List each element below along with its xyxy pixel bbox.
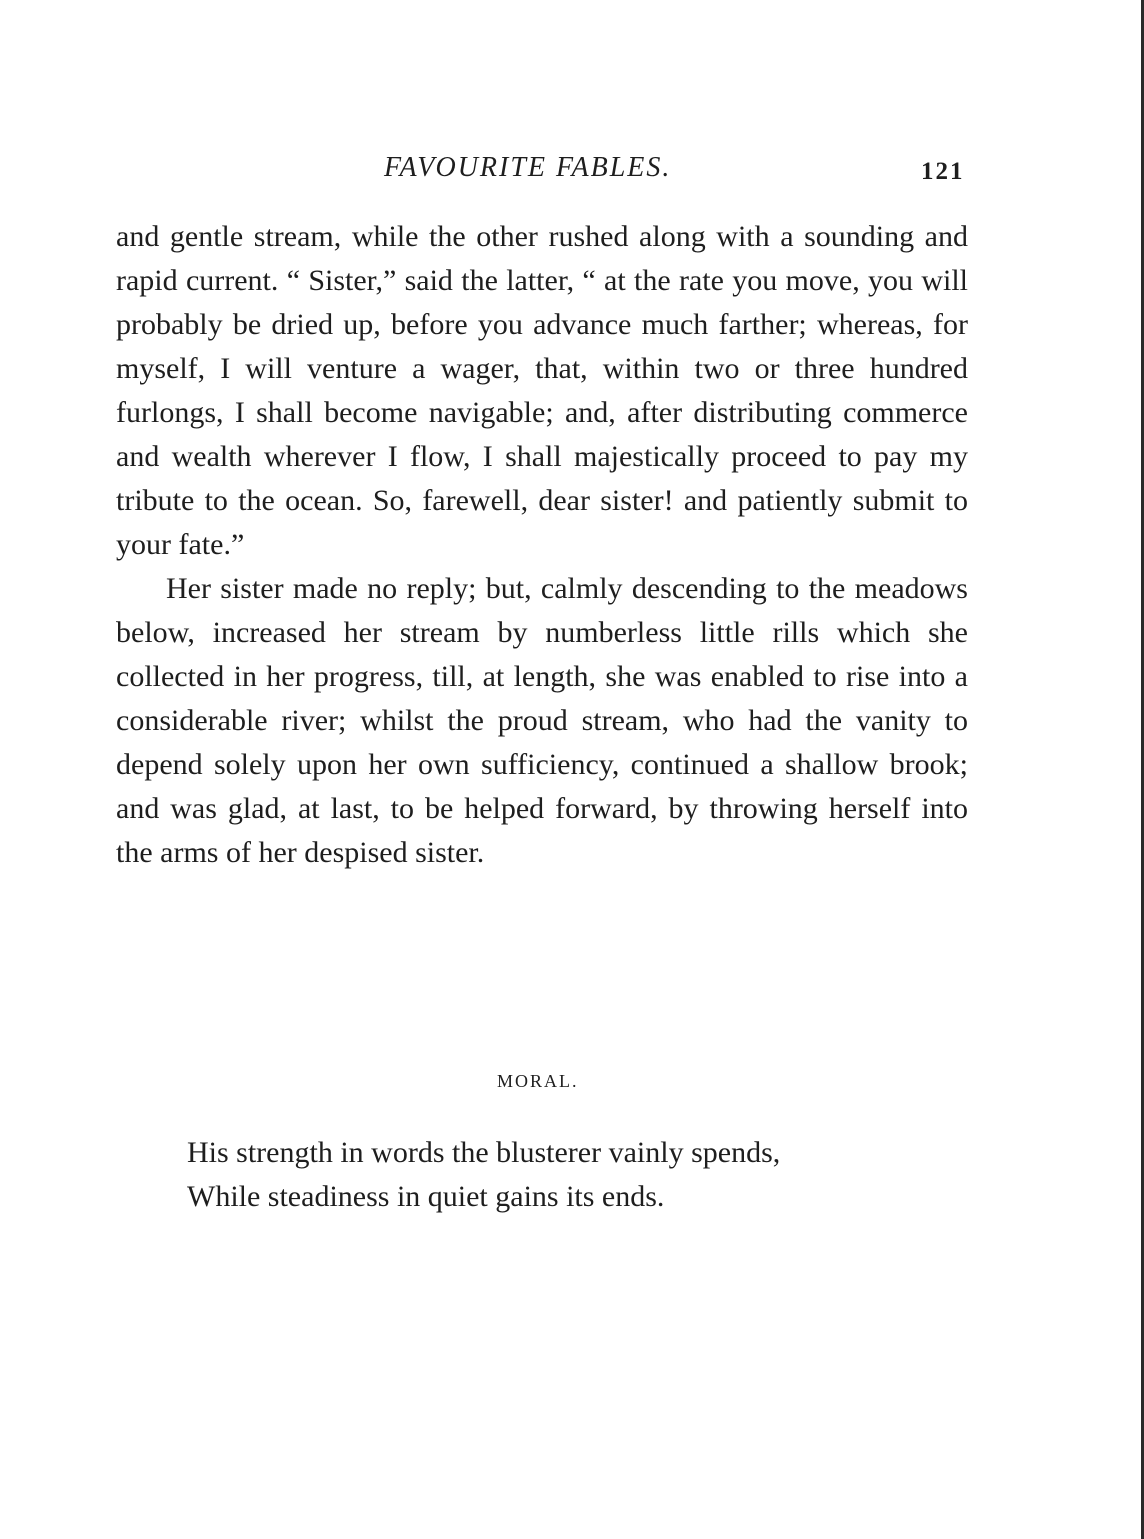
moral-heading: MORAL.	[497, 1071, 579, 1091]
page-number: 121	[921, 158, 965, 185]
verse-line-2: While steadiness in quiet gains its ends.	[187, 1180, 665, 1213]
paragraph-2: Her sister made no reply; but, calmly descending to the meadows below, increased her stream by numberless little rills which she collected in her progress, till, at length, she was enabled to rise into a considerable river; whilst the proud stream, who had the vanity to depend solely upon her own sufficiency, continued a shallow brook; and was glad, at last, to be helped forward, by throwing herself into the arms of her despised sister.	[116, 572, 968, 869]
paragraph-1: and gentle stream, while the other rushed along with a sounding and rapid current. “ Sister,” said the latter, “ at the rate you move, you will probably be dried up, before you advance much farther; whereas, for myself, I will venture a wager, that, within two or three hundred furlongs, I shall become navigable; and, after distributing commerce and wealth wherever I flow, I shall majestically proceed to pay my tribute to the ocean. So, farewell, dear sister! and patiently submit to your fate.”	[116, 220, 968, 561]
running-title: FAVOURITE FABLES.	[384, 152, 672, 183]
verse-line-1: His strength in words the blusterer vainly spends,	[187, 1136, 781, 1169]
moral-verse	[187, 1131, 780, 1219]
body-text	[116, 215, 968, 875]
